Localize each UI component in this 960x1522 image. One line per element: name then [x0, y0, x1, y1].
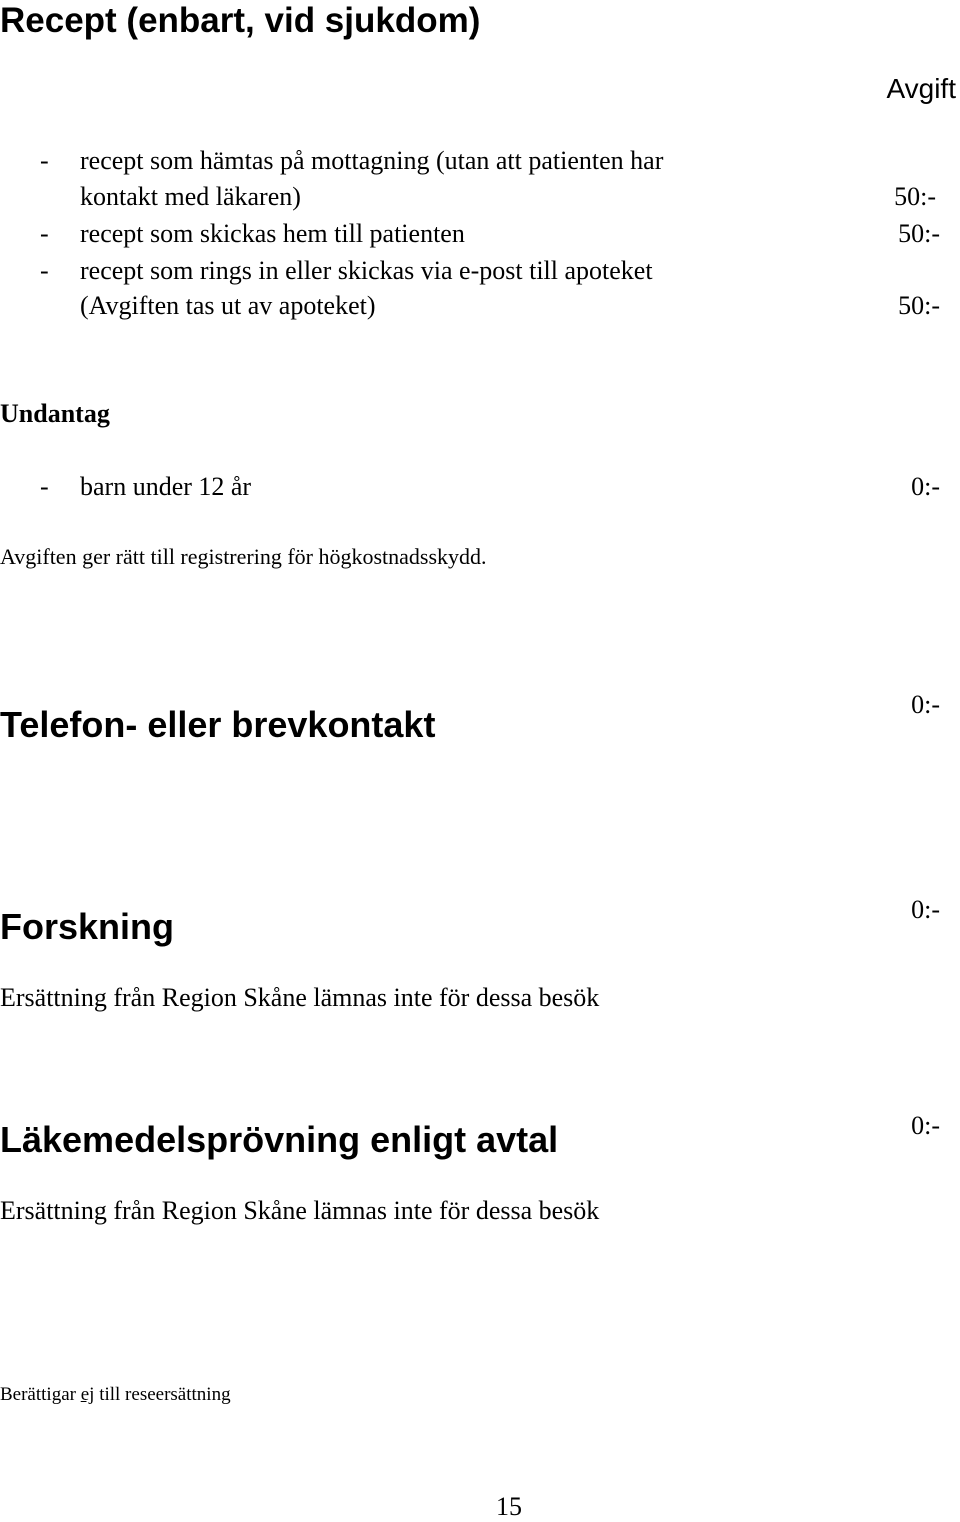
page-number: 15	[496, 1492, 522, 1521]
list-item-text: recept som hämtas på mottagning (utan att patienten har	[80, 146, 664, 175]
section-heading: Forskning	[0, 906, 175, 947]
page-title: Recept (enbart, vid sjukdom)	[0, 1, 481, 40]
exception-heading: Undantag	[0, 399, 110, 428]
exception-note: Avgiften ger rätt till registrering för högkostnadsskydd.	[0, 544, 487, 569]
fee-value: 0:-	[911, 690, 940, 719]
exception-item-text: barn under 12 år	[80, 472, 252, 501]
section-note: Ersättning från Region Skåne lämnas inte för dessa besök	[0, 1196, 600, 1225]
fee-value: 50:-	[898, 219, 940, 248]
fee-column-header: Avgift	[886, 73, 956, 104]
fee-value: 0:-	[911, 1111, 940, 1140]
list-dash: -	[40, 472, 49, 501]
section-note: Ersättning från Region Skåne lämnas inte för dessa besök	[0, 983, 600, 1012]
list-item-text: (Avgiften tas ut av apoteket)	[80, 291, 376, 320]
list-item-text: recept som skickas hem till patienten	[80, 219, 465, 248]
list-dash: -	[40, 256, 49, 285]
section-heading: Telefon- eller brevkontakt	[0, 704, 436, 745]
travel-note-suffix: till reseersättning	[94, 1384, 231, 1405]
travel-note-emphasis: ej	[80, 1384, 95, 1405]
section-heading: Läkemedelsprövning enligt avtal	[0, 1119, 559, 1160]
travel-note-prefix: Berättigar	[0, 1384, 81, 1405]
fee-value: 50:-	[894, 182, 936, 211]
list-item-text: kontakt med läkaren)	[80, 182, 301, 211]
travel-note	[0, 1384, 231, 1406]
fee-value: 0:-	[911, 472, 940, 501]
list-item-text: recept som rings in eller skickas via e-post till apoteket	[80, 256, 653, 285]
list-dash: -	[40, 219, 49, 248]
fee-value: 0:-	[911, 895, 940, 924]
fee-value: 50:-	[898, 291, 940, 320]
list-dash: -	[40, 146, 49, 175]
